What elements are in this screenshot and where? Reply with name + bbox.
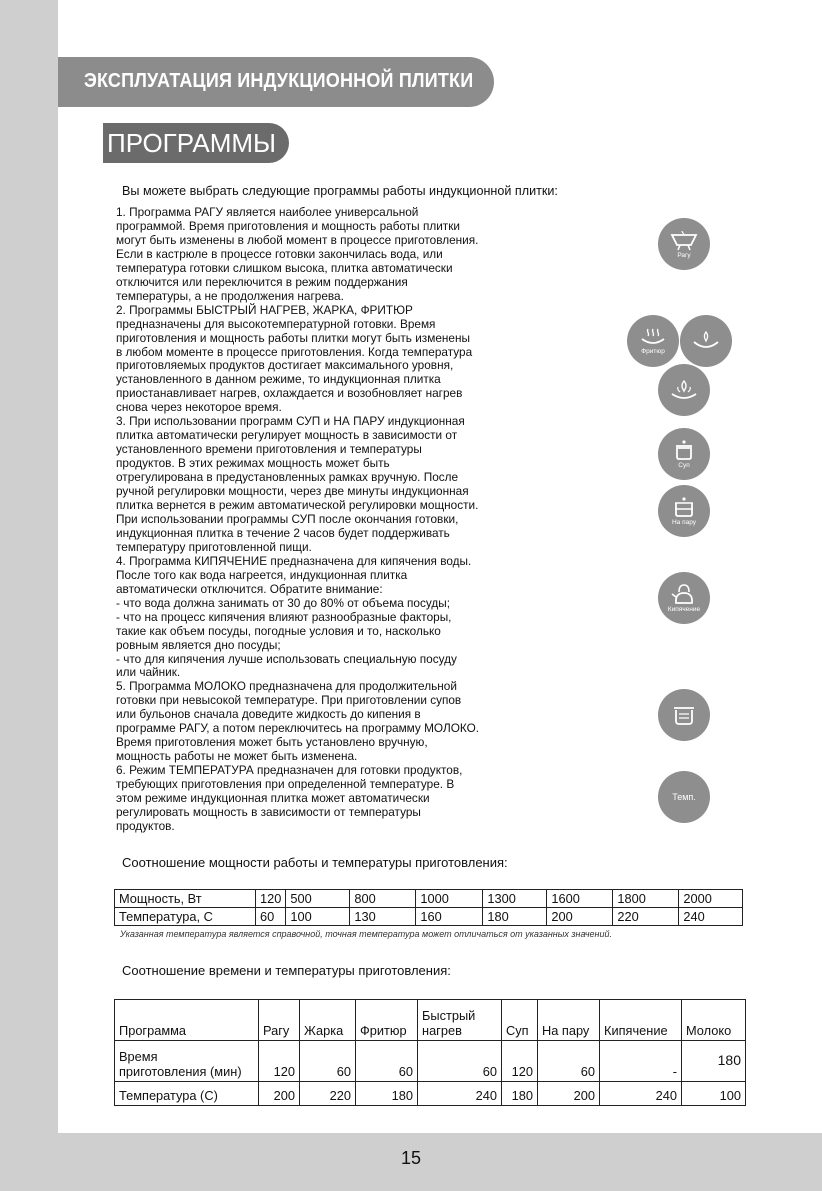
text-line: в любом моменте в процессе приготовления. Когда температура bbox=[116, 344, 473, 359]
text-line: регулировать мощность в зависимости от температуры bbox=[116, 804, 421, 819]
table-cell: 60 bbox=[418, 1041, 502, 1082]
text-line: плитка автоматически регулирует мощность в зависимости от bbox=[116, 428, 458, 443]
table-cell: 60 bbox=[256, 908, 286, 926]
frying-pan-icon bbox=[680, 315, 732, 367]
table-cell: 60 bbox=[538, 1041, 600, 1082]
text-line: этом режиме индукционная плитка может автоматически bbox=[116, 791, 430, 806]
table-cell: 180 bbox=[682, 1041, 746, 1082]
table-cell: Температура (С) bbox=[115, 1082, 259, 1106]
table-cell: 180 bbox=[483, 908, 547, 926]
steam-label: На пару bbox=[671, 519, 697, 526]
table-cell: Кипячение bbox=[600, 1000, 682, 1041]
table-cell: 1000 bbox=[416, 890, 483, 908]
ragu-label: Рагу bbox=[677, 252, 691, 259]
table-cell: 220 bbox=[300, 1082, 356, 1106]
text-line: приготовляемых продуктов достигает максимального уровня, bbox=[116, 358, 454, 373]
table-cell: 180 bbox=[356, 1082, 418, 1106]
table-row bbox=[115, 890, 743, 908]
table-cell: 200 bbox=[259, 1082, 300, 1106]
cell-text: Быстрый bbox=[422, 1008, 476, 1023]
kettle-icon bbox=[658, 572, 710, 624]
text-line: ручной регулировки мощности, через две минуты индукционная bbox=[116, 484, 469, 499]
text-line: установленного времени приготовления и температуры bbox=[116, 442, 422, 457]
table-cell: 160 bbox=[416, 908, 483, 926]
milk-pot-icon bbox=[658, 689, 710, 741]
table-cell: 500 bbox=[286, 890, 350, 908]
text-line: отрегулирована в предустановленных рамках вручную. После bbox=[116, 470, 459, 485]
section-title: ПРОГРАММЫ bbox=[107, 128, 277, 158]
text-line: 4. Программа КИПЯЧЕНИЕ предназначена для кипячения воды. bbox=[116, 553, 472, 568]
intro-text: Вы можете выбрать следующие программы работы индукционной плитки: bbox=[122, 184, 558, 198]
text-line: - что вода должна занимать от 30 до 80% от объема посуды; bbox=[116, 595, 451, 610]
text-line: температура готовки слишком высока, плитка автоматически bbox=[116, 260, 453, 275]
text-line: После того как вода нагреется, индукционная плитка bbox=[116, 567, 408, 582]
text-line: 6. Режим ТЕМПЕРАТУРА предназначен для готовки продуктов, bbox=[116, 763, 463, 778]
text-line: продуктов. bbox=[116, 818, 175, 833]
table-header-row bbox=[115, 1000, 746, 1041]
table-cell: Рагу bbox=[259, 1000, 300, 1041]
text-line: температуру приготовленной пищи. bbox=[116, 539, 312, 554]
text-line: установленного в данном режиме, то индукционная плитка bbox=[116, 372, 441, 387]
table-row bbox=[115, 1041, 746, 1082]
text-line: отключится или переключится в режим поддержания bbox=[116, 274, 408, 289]
deep-fry-icon bbox=[627, 315, 679, 367]
text-line: могут быть изменены в любой момент в процессе приготовления. bbox=[116, 232, 479, 247]
cell-text: Время bbox=[119, 1049, 158, 1064]
temperature-icon bbox=[658, 771, 710, 823]
text-line: приготовления и мощность работы плитки могут быть изменены bbox=[116, 330, 470, 345]
table-cell bbox=[115, 1041, 259, 1082]
text-line: 3. При использовании программ СУП и НА ПАРУ индукционная bbox=[116, 414, 465, 429]
text-line: или чайник. bbox=[116, 665, 181, 680]
text-line: Время приготовления может быть установлено вручную, bbox=[116, 735, 428, 750]
text-line: мощность работы не может быть изменена. bbox=[116, 749, 358, 764]
text-line: такие как объем посуды, погодные условия и то, насколько bbox=[116, 623, 441, 638]
text-line: плитка вернется в режим автоматической регулировки мощности. bbox=[116, 498, 479, 513]
text-line: или бульонов сначала доведите жидкость до кипения в bbox=[116, 707, 421, 722]
table-cell: 220 bbox=[613, 908, 679, 926]
text-line: Если в кастрюле в процессе готовки закончилась вода, или bbox=[116, 246, 443, 261]
table-cell: 200 bbox=[547, 908, 613, 926]
page-number: 15 bbox=[400, 1148, 422, 1168]
table-cell: 200 bbox=[538, 1082, 600, 1106]
table-cell: 130 bbox=[350, 908, 416, 926]
table-cell: 60 bbox=[356, 1041, 418, 1082]
time-table-caption: Соотношение времени и температуры приготовления: bbox=[122, 963, 451, 978]
text-line: продуктов. В этих режимах мощность может быть bbox=[116, 456, 390, 471]
table-cell bbox=[418, 1000, 502, 1041]
table-cell: 120 bbox=[259, 1041, 300, 1082]
text-line: При использовании программы СУП после окончания готовки, bbox=[116, 511, 459, 526]
table-cell: 2000 bbox=[679, 890, 743, 908]
table-cell: Мощность, Вт bbox=[115, 890, 256, 908]
table-row bbox=[115, 1082, 746, 1106]
table-cell: 240 bbox=[418, 1082, 502, 1106]
program-descriptions bbox=[116, 206, 536, 834]
boil-label: Кипячение bbox=[667, 606, 701, 613]
table-cell: 120 bbox=[256, 890, 286, 908]
table-cell: Суп bbox=[502, 1000, 538, 1041]
flame-icon bbox=[658, 364, 710, 416]
text-line: автоматически отключится. Обратите внимание: bbox=[116, 581, 383, 596]
text-line: снова через некоторое время. bbox=[116, 400, 282, 415]
table-row bbox=[115, 908, 743, 926]
steamer-icon bbox=[658, 485, 710, 537]
table-cell: Молоко bbox=[682, 1000, 746, 1041]
table-cell: 1800 bbox=[613, 890, 679, 908]
table-cell: 100 bbox=[286, 908, 350, 926]
table-cell: Жарка bbox=[300, 1000, 356, 1041]
table-cell: На пару bbox=[538, 1000, 600, 1041]
text-line: 1. Программа РАГУ является наиболее универсальной bbox=[116, 205, 419, 219]
soup-pot-icon bbox=[658, 428, 710, 480]
fritur-label: Фритюр bbox=[641, 348, 665, 355]
text-line: 2. Программы БЫСТРЫЙ НАГРЕВ, ЖАРКА, ФРИТЮР bbox=[116, 302, 413, 317]
text-line: - что для кипячения лучше использовать специальную посуду bbox=[116, 651, 457, 666]
table-cell: 1300 bbox=[483, 890, 547, 908]
text-line: ровным является дно посуды; bbox=[116, 637, 281, 652]
text-line: 5. Программа МОЛОКО предназначена для продолжительной bbox=[116, 679, 457, 694]
text-line: индукционная плитка в течение 2 часов будет поддерживать bbox=[116, 525, 450, 540]
table-cell: Температура, С bbox=[115, 908, 256, 926]
header-title: ЭКСПЛУАТАЦИЯ ИНДУКЦИОННОЙ ПЛИТКИ bbox=[84, 70, 474, 92]
table-cell: 60 bbox=[300, 1041, 356, 1082]
power-temperature-table bbox=[114, 889, 743, 926]
table-cell: 100 bbox=[682, 1082, 746, 1106]
table-cell: Фритюр bbox=[356, 1000, 418, 1041]
time-temperature-table bbox=[114, 999, 746, 1106]
temperature-note: Указанная температура является справочной, точная температура может отличаться от указанных значений. bbox=[120, 929, 613, 939]
cell-text: приготовления (мин) bbox=[119, 1064, 242, 1079]
table-cell: - bbox=[600, 1041, 682, 1082]
temp-label: Темп. bbox=[672, 792, 696, 802]
text-line: готовки при невысокой температуре. При приготовлении супов bbox=[116, 693, 462, 708]
table-cell: 240 bbox=[600, 1082, 682, 1106]
table-cell: 240 bbox=[679, 908, 743, 926]
text-line: программой. Время приготовления и мощность работы плитки bbox=[116, 218, 460, 233]
power-table-caption: Соотношение мощности работы и температуры приготовления: bbox=[122, 855, 508, 870]
text-line: программе РАГУ, а потом переключитесь на программу МОЛОКО. bbox=[116, 721, 480, 736]
cell-text: нагрев bbox=[422, 1023, 462, 1038]
text-line: предназначены для высокотемпературной готовки. Время bbox=[116, 316, 436, 331]
pot-stew-icon bbox=[658, 218, 710, 270]
text-line: приостанавливает нагрев, охлаждается и возобновляет нагрев bbox=[116, 386, 463, 401]
text-line: температуры, а не продолжения нагрева. bbox=[116, 288, 344, 303]
text-line: требующих приготовления при определенной температуре. В bbox=[116, 777, 455, 792]
soup-label: Суп bbox=[678, 462, 690, 469]
table-cell: Программа bbox=[115, 1000, 259, 1041]
table-cell: 120 bbox=[502, 1041, 538, 1082]
table-cell: 800 bbox=[350, 890, 416, 908]
table-cell: 1600 bbox=[547, 890, 613, 908]
table-cell: 180 bbox=[502, 1082, 538, 1106]
text-line: - что на процесс кипячения влияют разнообразные факторы, bbox=[116, 609, 452, 624]
